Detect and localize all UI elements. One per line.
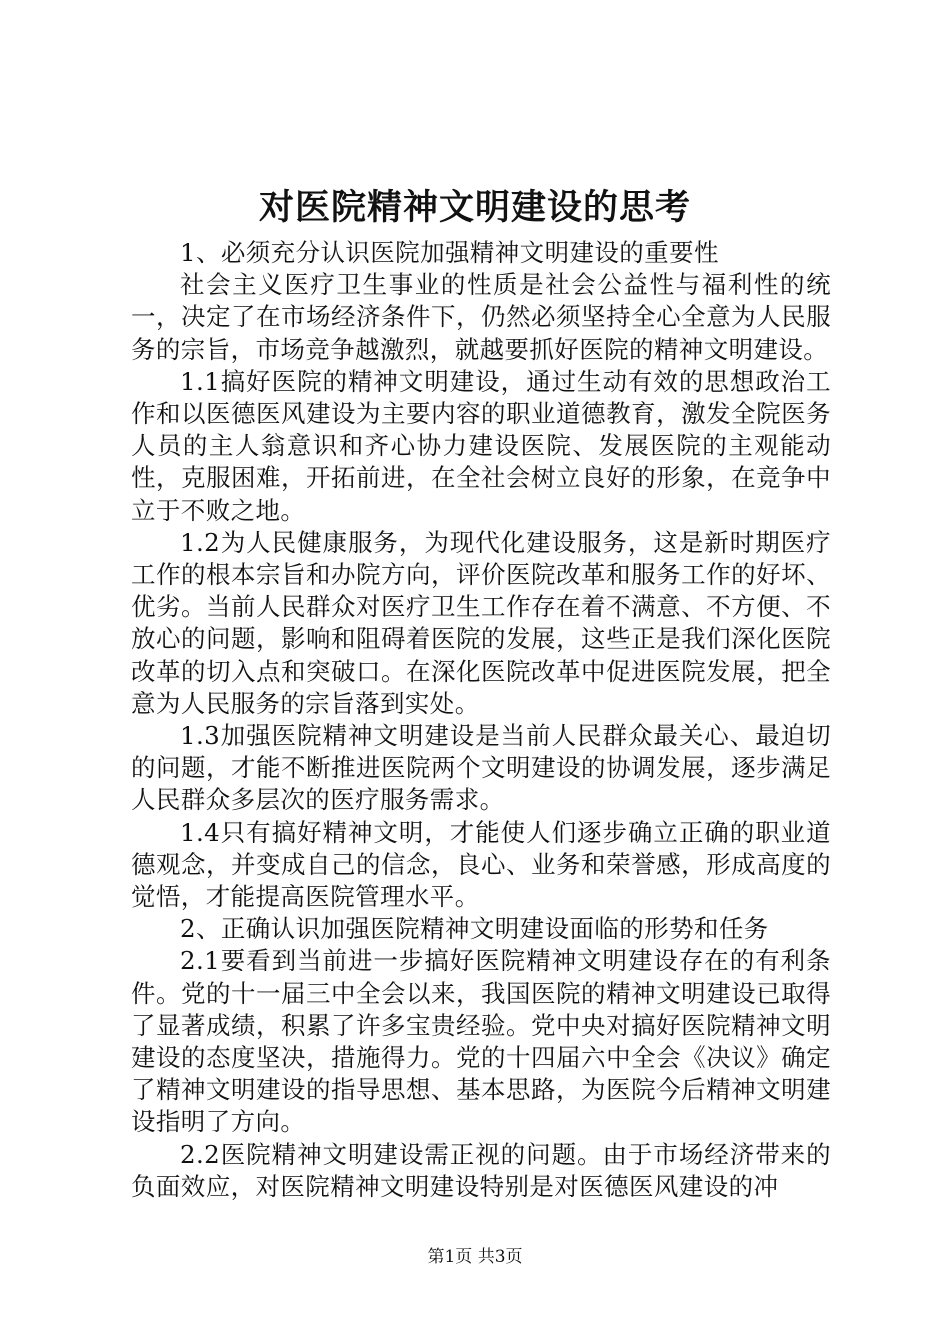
paragraph-1-4: 1.4只有搞好精神文明，才能使人们逐步确立正确的职业道德观念，并变成自己的信念，良心、业务和荣誉感，形成高度的觉悟，才能提高医院管理水平。 xyxy=(131,817,831,912)
paragraph-2-1: 2.1要看到当前进一步搞好医院精神文明建设存在的有利条件。党的十一届三中全会以来，我国医院的精神文明建设已取得了显著成绩，积累了许多宝贵经验。党中央对搞好医院精神文明建设的态度坚决，措施得力。党的十四届六中全会《决议》确定了精神文明建设的指导思想、基本思路，为医院今后精神文明建设指明了方向。 xyxy=(131,946,831,1137)
section-heading-2: 2、正确认识加强医院精神文明建设面临的形势和任务 xyxy=(180,914,769,944)
paragraph-1-3: 1.3加强医院精神文明建设是当前人民群众最关心、最迫切的问题，才能不断推进医院两个文明建设的协调发展，逐步满足人民群众多层次的医疗服务需求。 xyxy=(131,721,831,815)
paragraph-intro: 社会主义医疗卫生事业的性质是社会公益性与福利性的统一，决定了在市场经济条件下，仍然必须坚持全心全意为人民服务的宗旨，市场竞争越激烈，就越要抓好医院的精神文明建设。 xyxy=(131,270,831,364)
page-footer: 第1页 共3页 xyxy=(427,1247,523,1267)
paragraph-1-2: 1.2为人民健康服务，为现代化建设服务，这是新时期医疗工作的根本宗旨和办院方向，评价医院改革和服务工作的好坏、优劣。当前人民群众对医疗卫生工作存在着不满意、不方便、不放心的问题，影响和阻碍着医院的发展，这些正是我们深化医院改革的切入点和突破口。在深化医院改革中促进医院发展，把全意为人民服务的宗旨落到实处。 xyxy=(131,527,831,718)
paragraph-2-2: 2.2医院精神文明建设需正视的问题。由于市场经济带来的负面效应，对医院精神文明建设特别是对医德医风建设的冲 xyxy=(131,1139,831,1201)
document-title: 对医院精神文明建设的思考 xyxy=(258,187,691,228)
document-body xyxy=(131,237,831,1203)
paragraph-1-1: 1.1搞好医院的精神文明建设，通过生动有效的思想政治工作和以医德医风建设为主要内容的职业道德教育，激发全院医务人员的主人翁意识和齐心协力建设医院、发展医院的主观能动性，克服困难，开拓前进，在全社会树立良好的形象，在竞争中立于不败之地。 xyxy=(131,366,831,525)
section-heading-1: 1、必须充分认识医院加强精神文明建设的重要性 xyxy=(180,238,719,267)
